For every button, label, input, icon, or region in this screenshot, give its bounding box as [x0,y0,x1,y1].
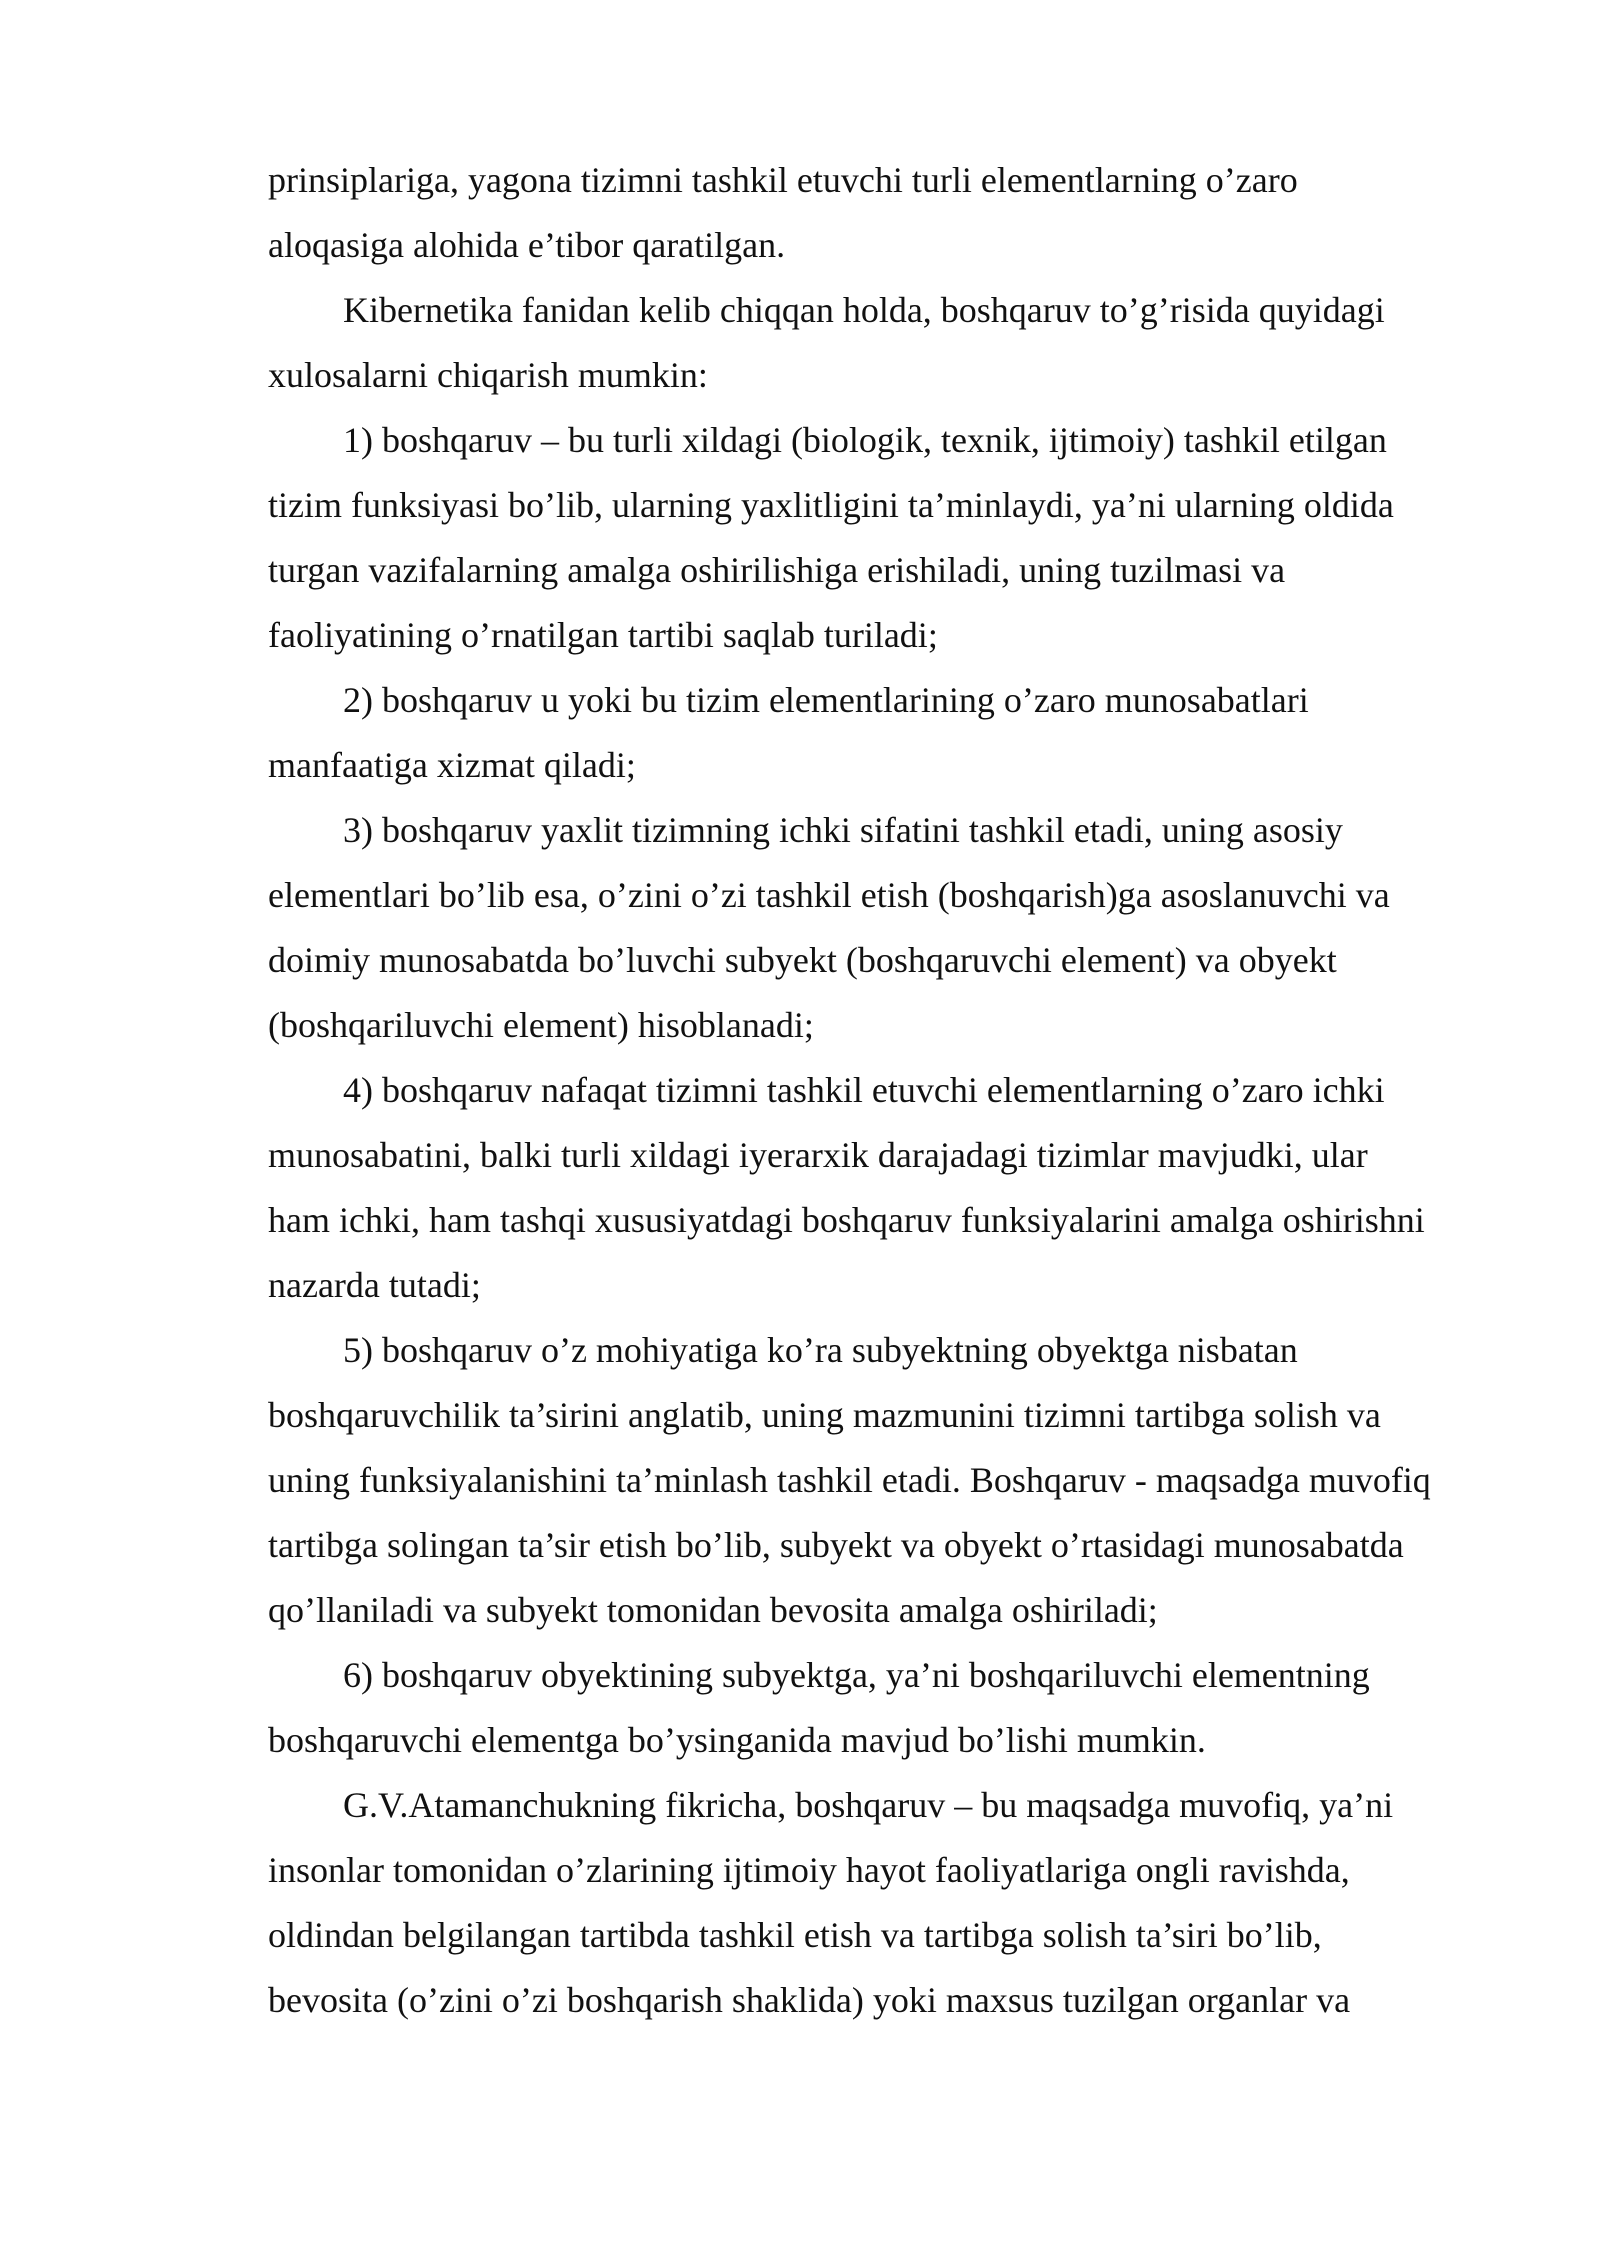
text-line: doimiy munosabatda bo’luvchi subyekt (boshqaruvchi element) va obyekt [268,940,1337,980]
text-line: 5) boshqaruv o’z mohiyatiga ko’ra subyektning obyektga nisbatan [343,1330,1298,1370]
text-line: nazarda tutadi; [268,1265,481,1305]
text-line: uning funksiyalanishini ta’minlash tashkil etadi. Boshqaruv - maqsadga muvofiq [268,1460,1431,1500]
text-line: G.V.Atamanchukning fikricha, boshqaruv – bu maqsadga muvofiq, ya’ni [343,1785,1394,1825]
text-line: faoliyatining o’rnatilgan tartibi saqlab turiladi; [268,615,938,655]
text-line: tartibga solingan ta’sir etish bo’lib, subyekt va obyekt o’rtasidagi munosabatda [268,1525,1404,1565]
text-line: aloqasiga alohida e’tibor qaratilgan. [268,225,786,265]
text-line: elementlari bo’lib esa, o’zini o’zi tashkil etish (boshqarish)ga asoslanuvchi va [268,875,1390,915]
text-line: 1) boshqaruv – bu turli xildagi (biologik, texnik, ijtimoiy) tashkil etilgan [343,420,1387,460]
text-line: munosabatini, balki turli xildagi iyerarxik darajadagi tizimlar mavjudki, ular [268,1135,1368,1175]
text-line: boshqaruvchi elementga bo’ysinganida mavjud bo’lishi mumkin. [268,1720,1206,1760]
text-line: xulosalarni chiqarish mumkin: [268,355,708,395]
text-line: turgan vazifalarning amalga oshirilishiga erishiladi, uning tuzilmasi va [268,550,1286,590]
text-line: Kibernetika fanidan kelib chiqqan holda, boshqaruv to’g’risida quyidagi [343,290,1385,330]
text-line: prinsiplariga, yagona tizimni tashkil etuvchi turli elementlarning o’zaro [268,160,1298,200]
text-line: ham ichki, ham tashqi xususiyatdagi boshqaruv funksiyalarini amalga oshirishni [268,1200,1425,1240]
text-line: 4) boshqaruv nafaqat tizimni tashkil etuvchi elementlarning o’zaro ichki [343,1070,1385,1110]
text-line: 2) boshqaruv u yoki bu tizim elementlarining o’zaro munosabatlari [343,680,1309,720]
text-line: (boshqariluvchi element) hisoblanadi; [268,1005,814,1045]
document-page [268,148,1493,2033]
text-line: qo’llaniladi va subyekt tomonidan bevosita amalga oshiriladi; [268,1590,1158,1630]
text-line: insonlar tomonidan o’zlarining ijtimoiy hayot faoliyatlariga ongli ravishda, [268,1850,1350,1890]
text-line: oldindan belgilangan tartibda tashkil etish va tartibga solish ta’siri bo’lib, [268,1915,1322,1955]
text-line: manfaatiga xizmat qiladi; [268,745,636,785]
text-line: 3) boshqaruv yaxlit tizimning ichki sifatini tashkil etadi, uning asosiy [343,810,1343,850]
text-line: tizim funksiyasi bo’lib, ularning yaxlitligini ta’minlaydi, ya’ni ularning oldida [268,485,1394,525]
text-line: 6) boshqaruv obyektining subyektga, ya’ni boshqariluvchi elementning [343,1655,1370,1695]
text-line: boshqaruvchilik ta’sirini anglatib, uning mazmunini tizimni tartibga solish va [268,1395,1381,1435]
text-line: bevosita (o’zini o’zi boshqarish shaklida) yoki maxsus tuzilgan organlar va [268,1980,1351,2020]
